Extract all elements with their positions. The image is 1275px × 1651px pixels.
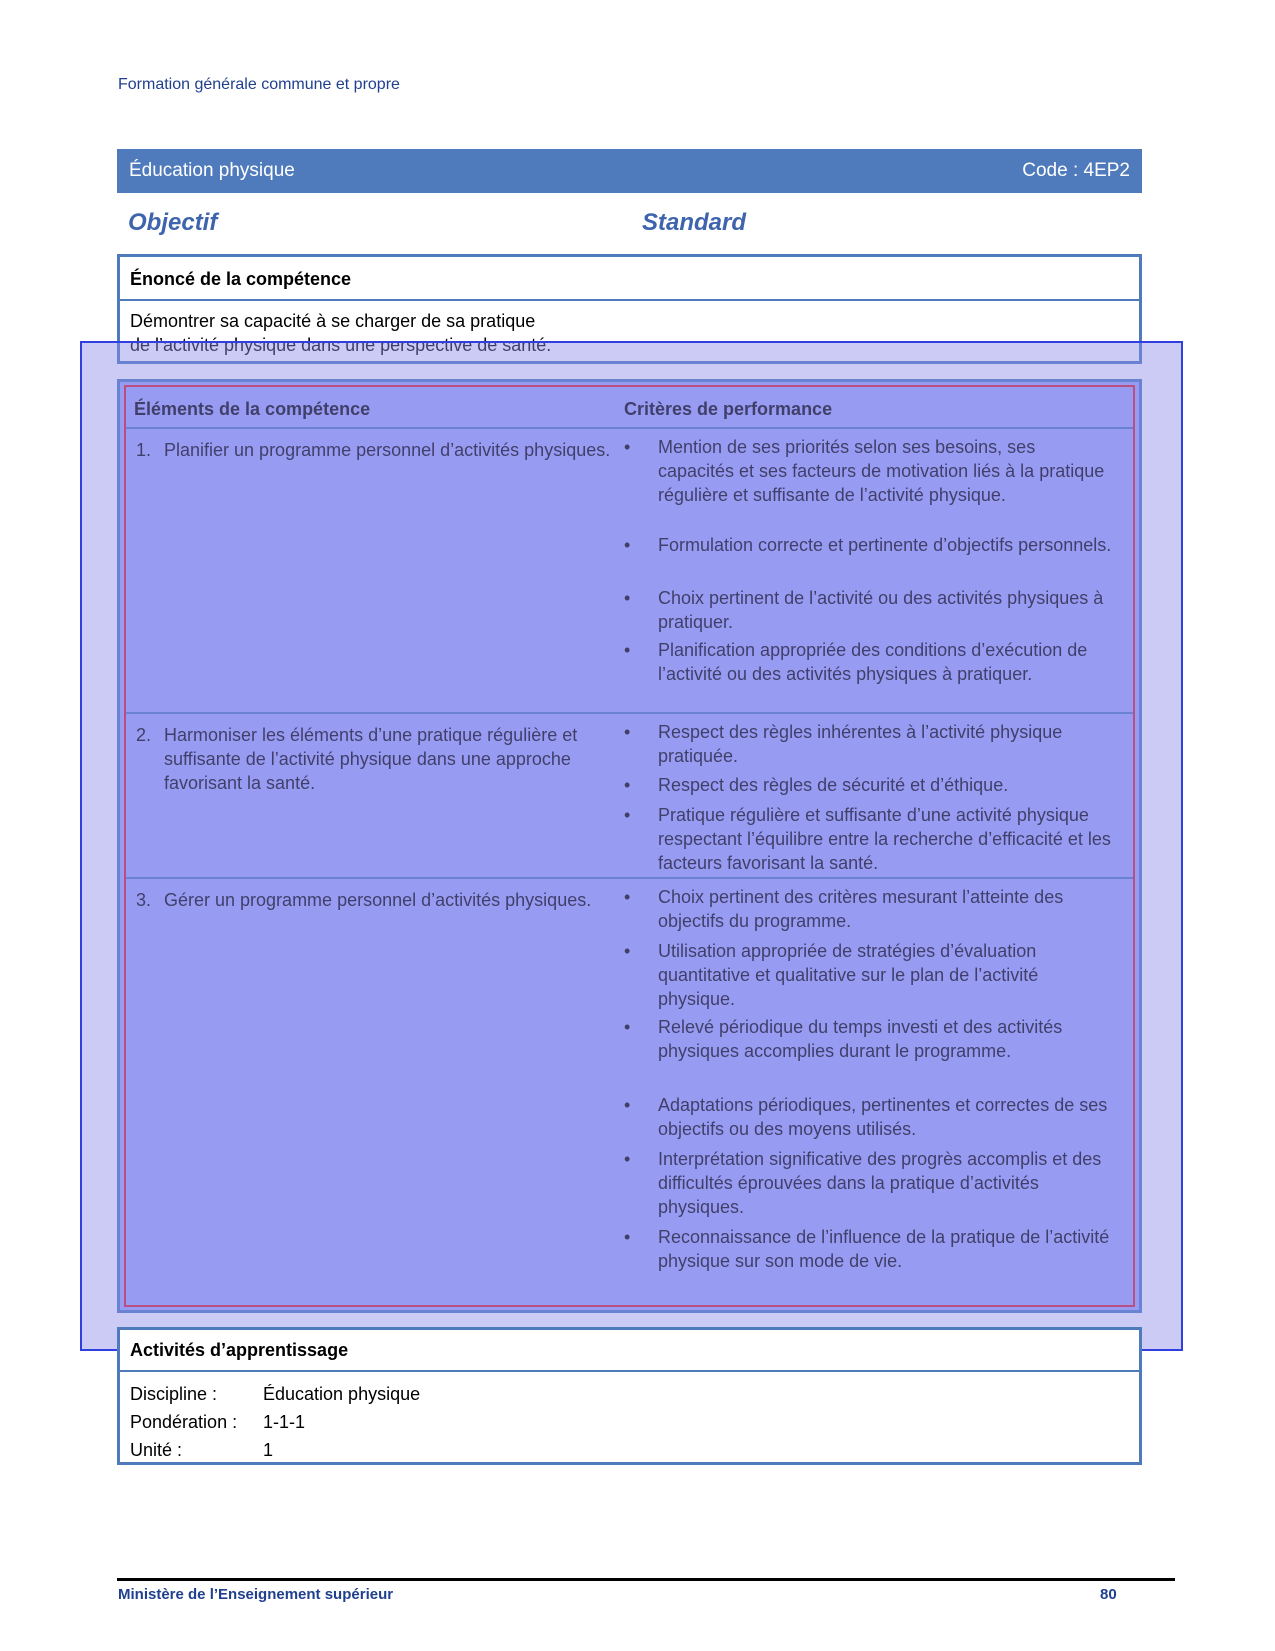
selection-overlay [80,341,1183,1351]
element-item: 3. Gérer un programme personnel d’activités physiques. [136,890,592,910]
criteria-column-header: Critères de performance [624,399,833,419]
document-header: Formation générale commune et propre [118,76,400,93]
criterion-item: • Utilisation appropriée de stratégies d’évaluation quantitative et qualitative sur le plan de l’activité physique. [624,941,1039,1009]
criterion-item: • Interprétation significative des progrès accomplis et des difficultés éprouvées dans la pratique d’activités physiques. [624,1149,1102,1217]
competency-statement-line-2: de l’activité physique dans une perspective de santé. [130,335,552,355]
unite-row: Unité : 1 [130,1440,274,1460]
elements-column-header: Éléments de la compétence [134,399,371,419]
criterion-item: • Planification appropriée des conditions d’exécution de l’activité ou des activités physiques à pratiquer. [624,640,1088,684]
course-title: Éducation physique [129,160,295,181]
criterion-item: • Respect des règles inhérentes à l’activité physique pratiquée. [624,722,1063,766]
element-item: 2. Harmoniser les éléments d’une pratique régulière et suffisante de l’activité physique dans une approche favorisant la santé. [136,725,578,793]
course-code: Code : 4EP2 [1022,160,1130,181]
element-item: 1. Planifier un programme personnel d’activités physiques. [136,440,611,460]
footer-ministry: Ministère de l’Enseignement supérieur [118,1586,394,1603]
ponderation-row: Pondération : 1-1-1 [130,1412,306,1432]
course-title-bar [117,149,1142,193]
criterion-item: • Reconnaissance de l’influence de la pratique de l’activité physique sur son mode de vie. [624,1227,1110,1271]
competency-statement-line-1: Démontrer sa capacité à se charger de sa pratique [130,311,536,331]
learning-activities-box [117,1327,1142,1465]
footer-rule [117,1578,1175,1581]
page-number: 80 [1100,1586,1117,1603]
discipline-row: Discipline : Éducation physique [130,1384,421,1404]
learning-activities-heading: Activités d’apprentissage [120,1330,1139,1372]
criterion-item: • Pratique régulière et suffisante d’une activité physique respectant l’équilibre entre la recherche d’efficacité et les facteurs favorisant la santé. [624,805,1111,873]
standard-label: Standard [642,209,747,236]
criterion-item: • Adaptations périodiques, pertinentes et correctes de ses objectifs ou des moyens utilisés. [624,1095,1108,1139]
criterion-item: • Choix pertinent des critères mesurant l’atteinte des objectifs du programme. [624,887,1064,931]
criterion-item: • Respect des règles de sécurité et d’éthique. [624,775,1009,795]
competency-statement-heading: Énoncé de la compétence [120,257,1139,301]
objective-label: Objectif [128,209,218,236]
criterion-item: • Formulation correcte et pertinente d’objectifs personnels. [624,535,1112,555]
criterion-item: • Relevé périodique du temps investi et des activités physiques accomplies durant le programme. [624,1017,1063,1061]
criterion-item: • Choix pertinent de l’activité ou des activités physiques à pratiquer. [624,588,1104,632]
criterion-item: • Mention de ses priorités selon ses besoins, ses capacités et ses facteurs de motivation liés à la pratique régulière et suffisante de l’activité physique. [624,437,1105,505]
